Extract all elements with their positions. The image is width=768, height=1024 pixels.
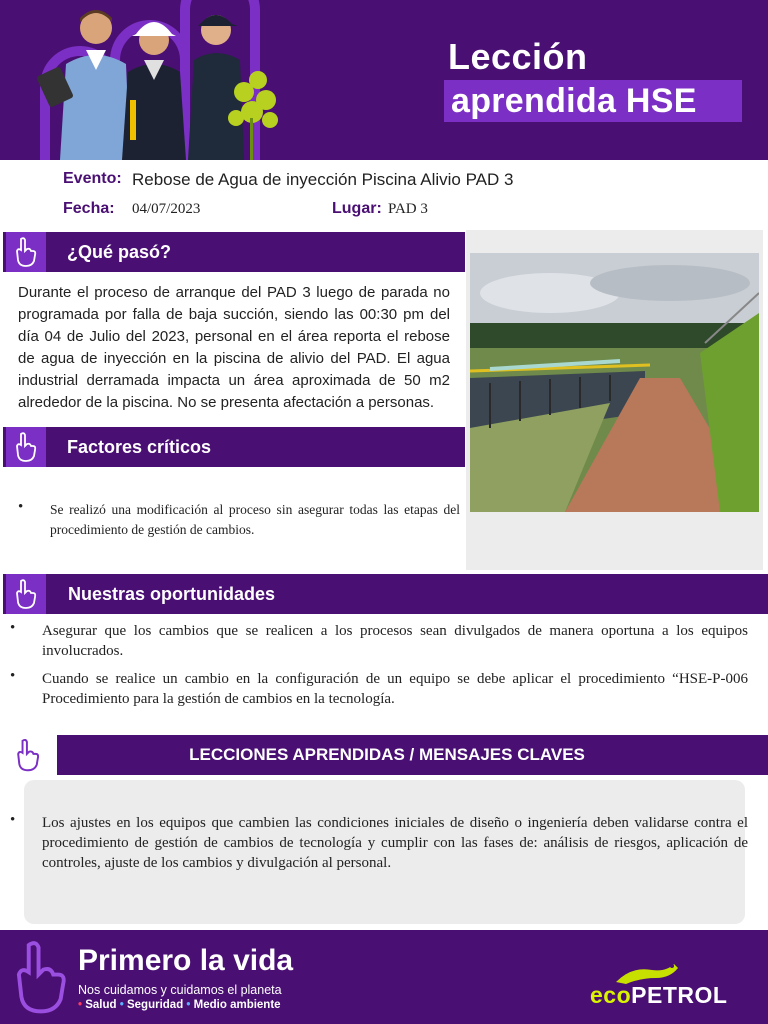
evento-value: Rebose de Agua de inyección Piscina Alivio PAD 3	[132, 170, 514, 189]
lugar-label: Lugar:	[332, 200, 382, 217]
factores-title: Factores críticos	[67, 437, 212, 457]
tag-medio-ambiente: Medio ambiente	[193, 999, 281, 1011]
footer-banner	[0, 930, 768, 1024]
tag-dot: •	[119, 999, 124, 1011]
oportunidades-item: Cuando se realice un cambio en la configuración de un equipo se debe aplicar el procedimiento “HSE-P-006 Procedimiento para la gestión de cambios en la tecnología.	[42, 671, 748, 707]
footer-tags	[78, 999, 281, 1011]
title-line-2: aprendida HSE	[451, 82, 697, 120]
que-paso-icon-box	[6, 232, 46, 272]
tag-salud: Salud	[85, 999, 117, 1011]
oportunidades-bullet: •	[10, 668, 16, 684]
oportunidades-item: Asegurar que los cambios que se realicen a los procesos sean divulgados de manera oportuna a los equipos involucrados.	[42, 623, 748, 659]
evento-label: Evento:	[63, 170, 122, 187]
hand-pointing-icon	[15, 237, 37, 267]
lecciones-title: LECCIONES APRENDIDAS / MENSAJES CLAVES	[189, 745, 585, 764]
footer-subtitle: Nos cuidamos y cuidamos el planeta	[78, 983, 282, 997]
factores-icon-box	[6, 427, 46, 467]
hand-pointing-icon	[14, 936, 68, 1018]
hand-pointing-icon	[16, 738, 40, 772]
ecopetrol-logo	[590, 982, 727, 1009]
brand-eco: eco	[590, 982, 632, 1008]
que-paso-title: ¿Qué pasó?	[67, 242, 172, 262]
tag-dot: •	[78, 999, 83, 1011]
tag-seguridad: Seguridad	[126, 999, 184, 1011]
fecha-label: Fecha:	[63, 200, 115, 217]
hand-pointing-icon	[15, 579, 37, 609]
brand-petrol: PETROL	[631, 982, 728, 1008]
que-paso-text: Durante el proceso de arranque del PAD 3 luego de parada no programada por falla de baja succión, siendo las 00:30 pm del día 04 de Julio del 2023, personal en el área reporta el rebose de agua de inyección en la piscina de alivio del PAD. El agua industrial derramada impacta un área aproximada de 50 m2 alrededor de la piscina. No se presenta afectación a personas.	[18, 284, 450, 411]
factores-item: Se realizó una modificación al proceso sin asegurar todas las etapas del procedimiento de gestión de cambios.	[50, 502, 460, 537]
factores-bullet: •	[18, 499, 24, 515]
header-banner	[0, 0, 768, 160]
people-illustration	[30, 0, 280, 160]
fecha-value: 04/07/2023	[132, 201, 201, 217]
lecciones-item: Los ajustes en los equipos que cambien las condiciones iniciales de diseño o ingeniería deben validarse contra el procedimiento de gestión de cambios de tecnología y cumplir con las fases de: análisis de riesgos, aplicación de controles, ajuste de los cambios y divulgación al personal.	[42, 815, 748, 871]
lugar-value: PAD 3	[388, 201, 428, 217]
footer-title: Primero la vida	[78, 944, 294, 977]
tag-dot: •	[186, 999, 191, 1011]
title-line-1: Lección	[448, 36, 588, 77]
oportunidades-icon-box	[6, 574, 46, 614]
lecciones-bullet: •	[10, 812, 16, 828]
oportunidades-title: Nuestras oportunidades	[68, 584, 276, 604]
oportunidades-bullet: •	[10, 620, 16, 636]
hand-pointing-icon	[15, 432, 37, 462]
pool-site-photo	[470, 253, 759, 512]
